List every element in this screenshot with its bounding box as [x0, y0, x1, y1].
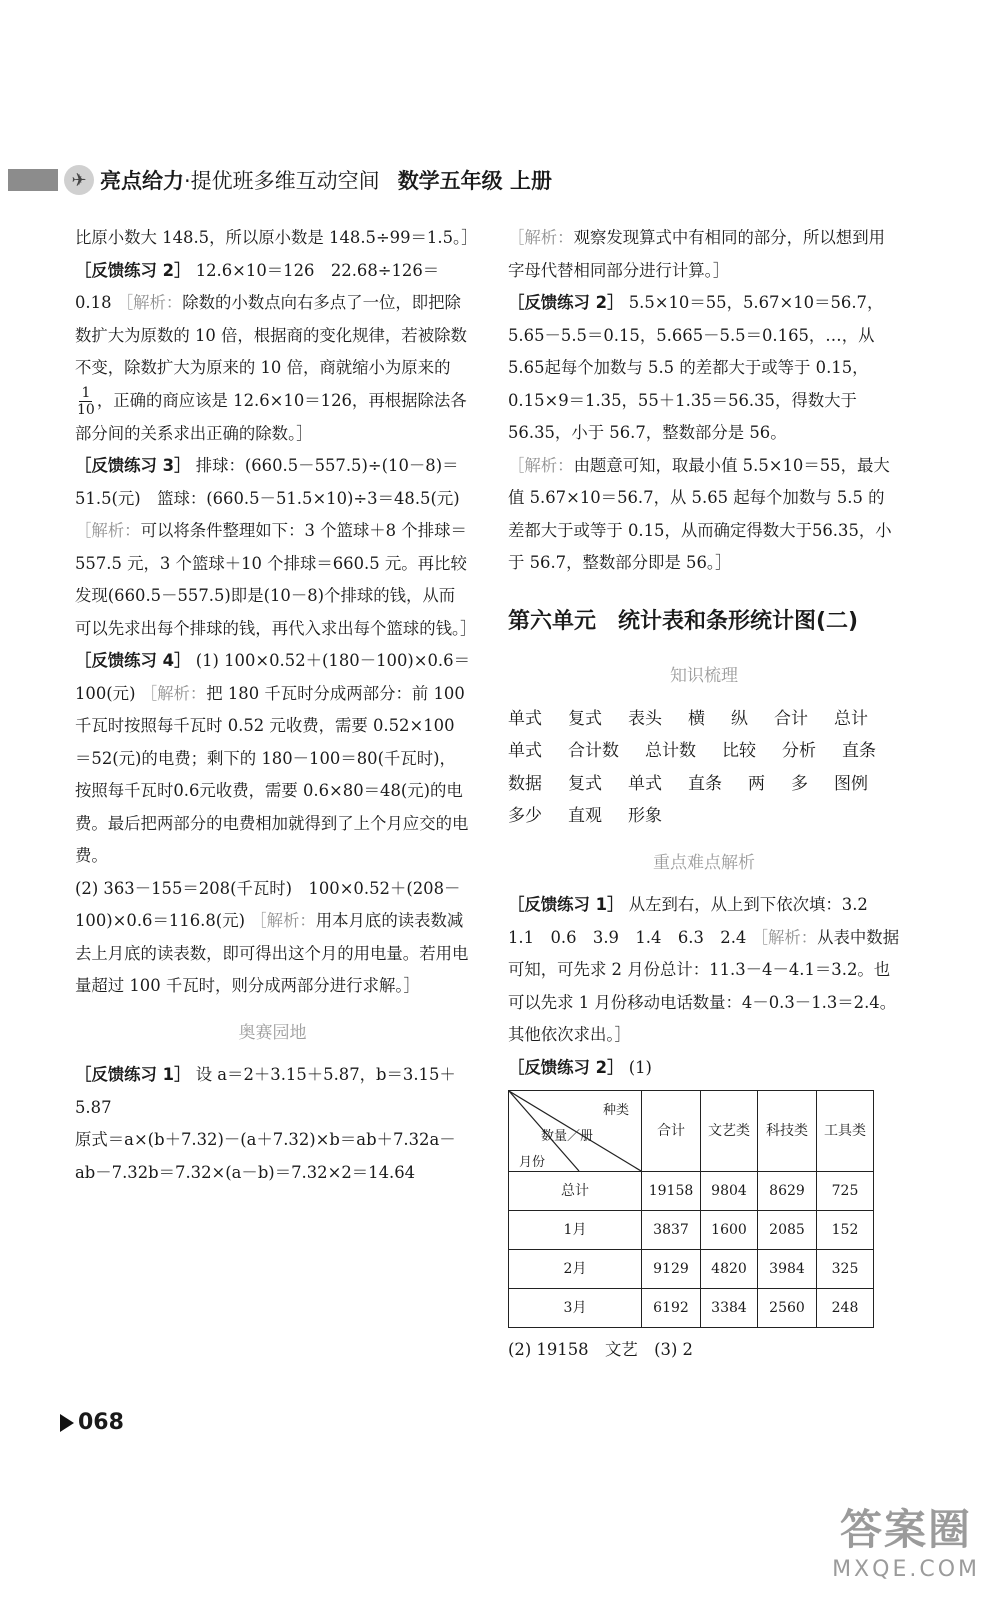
- fb4-jiexi-label: ［解析：: [140, 683, 207, 703]
- keyword: 直条: [688, 773, 722, 794]
- top-jiexi: 观察发现算式中有相同的部分，所以想到用字母代替相同部分进行计算。］: [508, 228, 885, 280]
- header-bar: [8, 169, 58, 191]
- table-cell: 725: [817, 1172, 874, 1211]
- fb2-answer: 12.6×10＝126 22.68÷126＝0.18: [75, 260, 440, 312]
- right-top-jiexi: [508, 222, 900, 287]
- fb2-label: ［反馈练习 2］: [75, 260, 191, 280]
- keywords-block: [508, 703, 900, 833]
- r-fb2-jiexi-label: ［解析：: [508, 455, 574, 475]
- left-fb2: [75, 255, 470, 451]
- right-fb2: [508, 287, 900, 450]
- header-subtitle: ·提优班多维互动空间: [184, 169, 380, 193]
- table-cell: 3384: [701, 1289, 758, 1328]
- fb4-answer: (1) 100×0.52＋(180－100)×0.6＝100(元): [75, 651, 470, 703]
- keyword: 总计数: [645, 741, 696, 761]
- table-row: [509, 1211, 874, 1250]
- fb2-jiexi-label: ［解析：: [116, 293, 183, 312]
- fb4-label: ［反馈练习 4］: [75, 651, 191, 670]
- left-os1: [75, 1059, 470, 1124]
- left-fb3: [75, 450, 477, 645]
- table-cell: 8629: [758, 1172, 817, 1211]
- row-label: 3月: [509, 1289, 642, 1328]
- fraction-numerator: 1: [81, 384, 91, 401]
- diagonal-header-cell: [509, 1091, 642, 1172]
- table-row: [509, 1289, 874, 1328]
- left-para-1: 比原小数大 148.5，所以原小数是 148.5÷99＝1.5。］: [75, 228, 478, 247]
- diag-mid-label: 数量／册: [541, 1129, 594, 1144]
- section-aosai: 奥赛园地: [238, 1022, 307, 1043]
- page-number-text: 068: [78, 1410, 124, 1435]
- diag-bottom-label: 月份: [519, 1155, 546, 1170]
- keyword: 多少: [508, 806, 542, 826]
- table-cell: 3837: [642, 1211, 701, 1250]
- keyword: 分析: [782, 741, 816, 761]
- table-cell: 2085: [758, 1211, 817, 1250]
- zd1-jiexi-label: ［解析：: [751, 927, 818, 947]
- fraction: [77, 385, 95, 418]
- fb2-jiexi-b: ，正确的商应该是 12.6×10＝126，再根据除法各部分间的关系求出正确的除数。］: [75, 390, 467, 443]
- keyword: 图例: [834, 773, 868, 794]
- keyword: 直观: [568, 806, 602, 826]
- zd1-label: ［反馈练习 1］: [508, 895, 624, 914]
- left-os1-line2: 原式＝a×(b＋7.32)－(a＋7.32)×b＝ab＋7.32a－ab－7.32b＝7.32×(a－b)＝7.32×2＝14.64: [75, 1130, 456, 1182]
- left-fb4: [75, 645, 470, 873]
- keyword-row-2: [508, 735, 900, 768]
- table-header: 科技类: [758, 1091, 817, 1172]
- keyword: 复式: [568, 708, 602, 729]
- stat-table: [508, 1090, 874, 1328]
- zd2-part: (1): [628, 1057, 652, 1077]
- top-jiexi-label: ［解析：: [508, 228, 574, 247]
- r-fb2-answer: 5.5×10＝55，5.67×10＝56.7，5.65－5.5＝0.15，5.665－5.5＝0.165，…，从 5.65起每个加数与 5.5 的差都大于或等于 0.15，0.15×9＝1.35，55＋1.35＝56.35，得数大于56.35，小于 56.7，整数部分是 56。: [508, 293, 884, 442]
- keyword-row-1: [508, 703, 900, 736]
- os1-answer: 设 a＝2＋3.15＋5.87，b＝3.15＋5.87: [75, 1065, 456, 1117]
- right-zd1: [508, 889, 900, 1052]
- watermark-small: MXQE.COM: [832, 1557, 980, 1582]
- right-column: [508, 222, 900, 1367]
- table-cell: 3984: [758, 1250, 817, 1289]
- table-cell: 6192: [642, 1289, 701, 1328]
- keyword: 复式: [568, 773, 602, 794]
- keyword: 总计: [834, 708, 868, 729]
- zd1-answer: 从左到右，从上到下依次填：3.2 1.1 0.6 3.9 1.4 6.3 2.4: [508, 895, 885, 947]
- watermark-big: 答案圈: [840, 1505, 973, 1554]
- header-brand: 亮点给力: [100, 169, 184, 193]
- keyword: 纵: [731, 708, 748, 729]
- zd1-jiexi: 从表中数据可知，可先求 2 月份总计：11.3－4－4.1＝3.2。也可以先求 1 月份移动电话数量：4－0.3－1.3＝2.4。其他依次求出。］: [508, 927, 900, 1044]
- table-header: 工具类: [817, 1091, 874, 1172]
- keyword: 直条: [842, 741, 876, 761]
- fb2-jiexi-a: 除数的小数点向右多点了一位，即把除数扩大为原数的 10 倍，根据商的变化规律，若被除数不变，除数扩大为原来的 10 倍，商就缩小为原来的: [75, 293, 467, 377]
- table-row: [509, 1172, 874, 1211]
- left-fb4-part2: [75, 873, 470, 1003]
- row-label: 1月: [509, 1211, 642, 1250]
- keyword-row-3: [508, 768, 900, 801]
- zd2-label: ［反馈练习 2］: [508, 1057, 624, 1077]
- diag-top-label: 种类: [602, 1103, 629, 1118]
- table-row: [509, 1250, 874, 1289]
- keyword: 两: [748, 773, 765, 794]
- row-label: 总计: [509, 1172, 642, 1211]
- right-fb2-jiexi: [508, 450, 900, 580]
- table-cell: 1600: [701, 1211, 758, 1250]
- keyword-row-4: [508, 800, 900, 833]
- fb3-answer: 排球：(660.5－557.5)÷(10－8)＝51.5(元) 篮球：(660.5－51.5×10)÷3＝48.5(元): [75, 456, 460, 508]
- rocket-icon: ✈: [64, 165, 94, 195]
- keyword: 合计数: [568, 741, 619, 761]
- watermark: [832, 1497, 980, 1582]
- table-header: 合计: [642, 1091, 701, 1172]
- table-cell: 152: [817, 1211, 874, 1250]
- triangle-marker-icon: [60, 1414, 74, 1432]
- table-cell: 9804: [701, 1172, 758, 1211]
- section-zhongdian: 重点难点解析: [653, 852, 755, 873]
- fb3-jiexi-label: ［解析：: [75, 521, 141, 540]
- keyword: 合计: [774, 708, 808, 729]
- table-cell: 4820: [701, 1250, 758, 1289]
- row-label: 2月: [509, 1250, 642, 1289]
- table-header: 文艺类: [701, 1091, 758, 1172]
- unit-title: 第六单元 统计表和条形统计图(二): [508, 608, 859, 634]
- zd2-after: (2) 19158 文艺 (3) 2: [508, 1340, 693, 1359]
- table-cell: 325: [817, 1250, 874, 1289]
- left-column: [75, 222, 478, 1189]
- table-cell: 19158: [642, 1172, 701, 1211]
- page-header: [8, 162, 628, 198]
- fb3-jiexi: 可以将条件整理如下：3 个篮球＋8 个排球＝557.5 元，3 个篮球＋10 个排球＝660.5 元。再比较发现(660.5－557.5)即是(10－8)个排球的钱，从而可以先求出每个排球的钱，再代入求出每个篮球的钱。］: [75, 521, 477, 638]
- keyword: 表头: [628, 708, 662, 729]
- fb4-jiexi: 把 180 千瓦时分成两部分：前 100 千瓦时按照每千瓦时 0.52 元收费，需要 0.52×100＝52(元)的电费；剩下的 180－100＝80(千瓦时)，按照每千瓦时0.6元收费，需要 0.6×80＝48(元)的电费。最后把两部分的电费相加就得到了上个月应交的电费。: [75, 683, 469, 865]
- section-zhishi: 知识梳理: [670, 666, 738, 686]
- fb4-jiexi2-label: ［解析：: [250, 911, 316, 930]
- table-cell: 248: [817, 1289, 874, 1328]
- table-cell: 9129: [642, 1250, 701, 1289]
- keyword: 单式: [508, 741, 542, 761]
- r-fb2-label: ［反馈练习 2］: [508, 293, 624, 312]
- page-number: [60, 1410, 124, 1435]
- table-header-row: [509, 1091, 874, 1172]
- keyword: 形象: [628, 806, 662, 826]
- keyword: 多: [791, 773, 808, 794]
- keyword: 横: [688, 708, 705, 729]
- r-fb2-jiexi: 由题意可知，取最小值 5.5×10＝55，最大值 5.67×10＝56.7，从 5.65 起每个加数与 5.5 的差都大于或等于 0.15，从而确定得数大于56.35，小于 56.7，整数部分即是 56。］: [508, 455, 892, 572]
- os1-label: ［反馈练习 1］: [75, 1065, 191, 1084]
- right-zd2: [508, 1052, 900, 1085]
- keyword: 单式: [628, 773, 662, 794]
- header-book-title: 数学五年级 上册: [397, 169, 552, 193]
- fb3-label: ［反馈练习 3］: [75, 456, 191, 475]
- keyword: 数据: [508, 773, 542, 794]
- keyword: 比较: [722, 741, 756, 761]
- table-cell: 2560: [758, 1289, 817, 1328]
- keyword: 单式: [508, 708, 542, 729]
- fb4-part2: (2) 363－155＝208(千瓦时) 100×0.52＋(208－100)×0.6＝116.8(元): [75, 878, 461, 930]
- fraction-denominator: 10: [77, 401, 95, 418]
- fb4-jiexi2: 用本月底的读表数减去上月底的读表数，即可得出这个月的用电量。若用电量超过 100 千瓦时，则分成两部分进行求解。］: [75, 911, 469, 995]
